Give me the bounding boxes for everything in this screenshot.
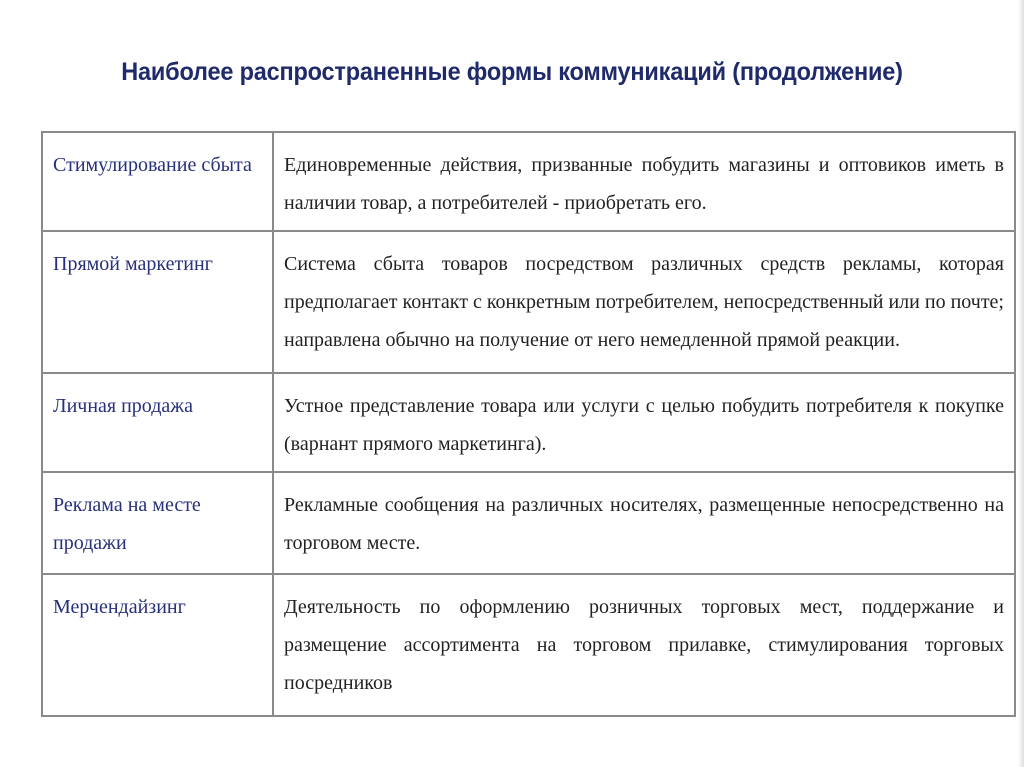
description-cell: Система сбыта товаров посредством различных средств рекламы, которая предполагает контакт с конкретным потребителем, непосредственный или по почте; направлена обычно на получение от него немедленной прямой реакции. [273, 231, 1015, 373]
description-cell: Деятельность по оформлению розничных торговых мест, поддержание и размещение ассортимента на торговом прилавке, стимулирования торговых посредников [273, 574, 1015, 716]
term-cell: Реклама на месте продажи [42, 472, 273, 574]
term-cell: Мерчендайзинг [42, 574, 273, 716]
description-cell: Рекламные сообщения на различных носителях, размещенные непосредственно на торговом месте. [273, 472, 1015, 574]
table-row [42, 373, 1015, 472]
table-row [42, 231, 1015, 373]
table-row [42, 472, 1015, 574]
description-cell: Устное представление товара или услуги с целью побудить потребителя к покупке (варнант прямого маркетинга). [273, 373, 1015, 472]
table-row [42, 574, 1015, 716]
slide-title: Наиболее распространенные формы коммуникаций (продолжение) [121, 58, 903, 86]
term-cell: Прямой маркетинг [42, 231, 273, 373]
table-row [42, 132, 1015, 231]
slide-edge-shadow [1018, 0, 1024, 767]
term-cell: Личная продажа [42, 373, 273, 472]
communications-table [41, 131, 1016, 717]
term-cell: Стимулирование сбыта [42, 132, 273, 231]
description-cell: Единовременные действия, призванные побудить магазины и оптовиков иметь в наличии товар, а потребителей - приобретать его. [273, 132, 1015, 231]
